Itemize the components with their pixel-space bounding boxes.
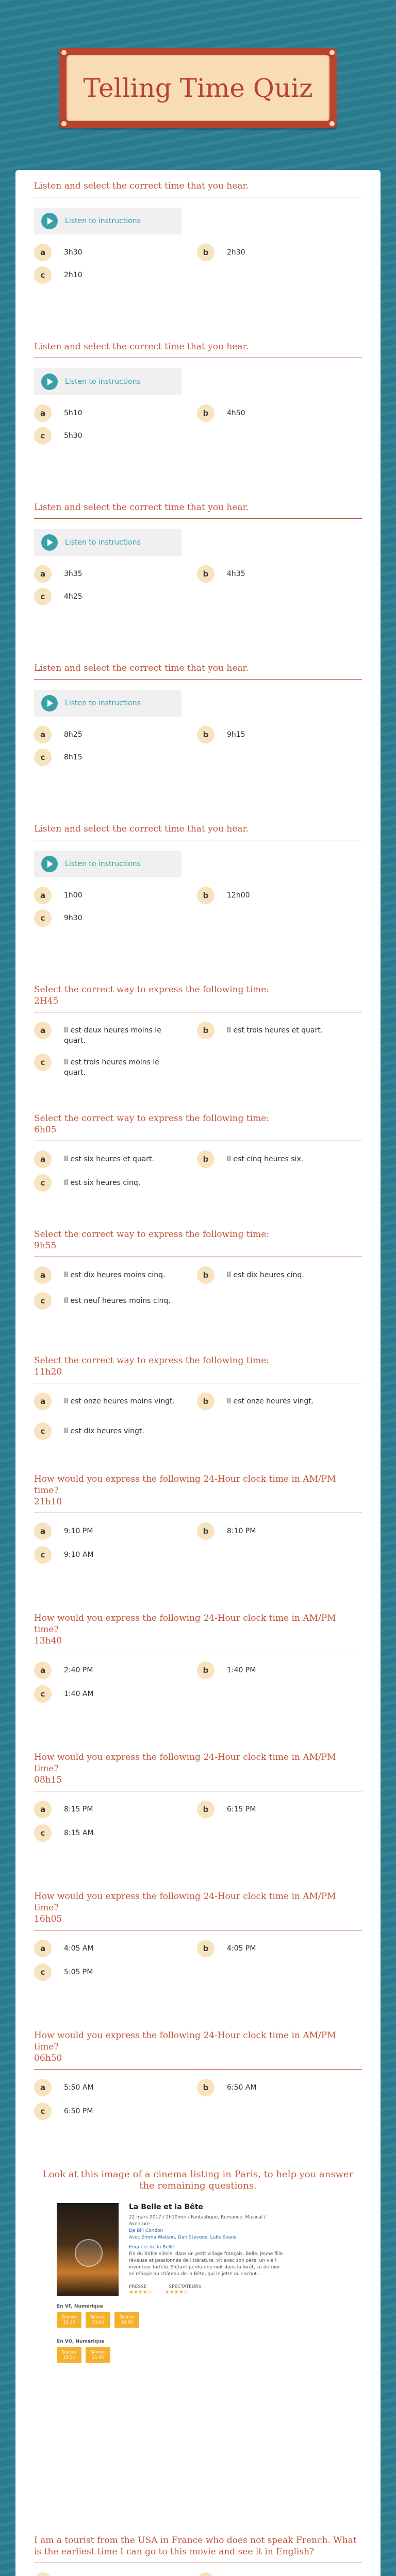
corner-dot	[329, 121, 335, 126]
option-text: Il est deux heures moins le quart.	[64, 1026, 161, 1045]
option-letter: b	[197, 404, 214, 422]
option-letter: b	[197, 1022, 214, 1039]
option-letter: a	[34, 1522, 52, 1540]
spectators-label: SPECTATEURS	[169, 2284, 202, 2290]
option-b[interactable]	[197, 887, 352, 904]
session-vf: En VF, Numérique	[57, 2304, 103, 2309]
option-letter: b	[197, 565, 214, 583]
option-text: 5:50 AM	[64, 2083, 94, 2092]
option-text: Il est dix heures cinq.	[227, 1271, 304, 1279]
play-icon[interactable]	[41, 856, 58, 872]
option-text: Il est trois heures et quart.	[227, 1026, 323, 1035]
option-letter: a	[34, 1393, 52, 1410]
question-2	[34, 341, 362, 451]
option-letter: b	[197, 1940, 214, 1957]
option-text: 9h15	[227, 731, 245, 739]
option-c[interactable]	[34, 1546, 189, 1564]
option-text: Il est onze heures vingt.	[227, 1397, 314, 1405]
cinema-intro-text: Look at this image of a cinema listing in Paris, to help you answer the remaining questions.	[42, 2169, 354, 2191]
options	[34, 2079, 362, 2125]
showtime-button[interactable]: Séance 13:00	[86, 2312, 110, 2328]
session-vo: En VO, Numérique	[57, 2339, 105, 2344]
option-a[interactable]	[34, 1266, 189, 1284]
option-b[interactable]	[197, 1266, 352, 1284]
movie-director: De Bill Condon	[129, 2228, 163, 2233]
audio-label: Listen to instructions	[65, 538, 141, 547]
corner-dot	[61, 121, 67, 126]
question-title: Select the correct way to express the following time: 6h05	[34, 1113, 362, 1141]
option-text: Il est onze heures moins vingt.	[64, 1397, 175, 1405]
options	[34, 726, 362, 772]
option-b[interactable]	[197, 404, 352, 422]
options	[34, 1393, 362, 1449]
option-a[interactable]	[34, 1662, 189, 1679]
option-letter: c	[34, 266, 52, 284]
options	[34, 1522, 362, 1569]
question-title: Select the correct way to express the following time: 11h20	[34, 1355, 362, 1383]
question-13	[34, 1891, 362, 1986]
options	[34, 244, 362, 290]
option-letter	[197, 2572, 214, 2576]
option-letter: a	[34, 1266, 52, 1284]
options	[34, 1022, 362, 1083]
option-a[interactable]	[34, 1022, 189, 1046]
option-b[interactable]	[197, 565, 352, 583]
question-8	[34, 1229, 362, 1328]
option-c[interactable]	[34, 266, 189, 284]
option-b[interactable]	[197, 1662, 352, 1679]
audio-player[interactable]	[34, 208, 182, 234]
option-text: 6:15 PM	[227, 1805, 256, 1814]
question-title: Listen and select the correct time that you hear.	[34, 180, 362, 197]
option-letter: c	[34, 427, 52, 445]
option-letter	[34, 2572, 52, 2576]
movie-poster	[57, 2203, 119, 2296]
question-6	[34, 984, 362, 1083]
audio-player[interactable]	[34, 368, 182, 395]
option-text: 8:15 PM	[64, 1805, 93, 1814]
corner-dot	[329, 50, 335, 55]
question-title: How would you express the following 24-Hour clock time in AM/PM time? 13h40	[34, 1613, 362, 1652]
options	[34, 1801, 362, 1847]
option-a[interactable]	[34, 1150, 189, 1168]
showtime-button[interactable]: Séance 18:15	[57, 2347, 81, 2363]
option-a[interactable]	[34, 1801, 189, 1818]
option-text: 8:15 AM	[64, 1829, 94, 1837]
option-text: 5:05 PM	[64, 1968, 93, 1976]
option-text: Il est six heures et quart.	[64, 1155, 154, 1163]
option-a[interactable]	[34, 404, 189, 422]
question-11	[34, 1613, 362, 1708]
option-text: 1h00	[64, 891, 82, 900]
option-letter: a	[34, 1801, 52, 1818]
option-text	[64, 2572, 183, 2576]
ratings	[129, 2284, 201, 2295]
option-text: 5h10	[64, 409, 82, 417]
play-icon[interactable]	[41, 374, 58, 390]
movie-title: La Belle et la Bête	[129, 2203, 203, 2211]
option-a[interactable]	[34, 244, 189, 261]
option-letter: c	[34, 1054, 52, 1071]
option-text: 3h35	[64, 570, 82, 578]
option-c[interactable]	[34, 427, 189, 445]
option-letter: b	[197, 1801, 214, 1818]
audio-player[interactable]	[34, 529, 182, 556]
title-plaque	[59, 48, 337, 128]
option-letter: c	[34, 1292, 52, 1310]
option-text: 2h10	[64, 271, 82, 279]
corner-dot	[61, 50, 67, 55]
play-icon[interactable]	[41, 534, 58, 551]
option-letter: b	[197, 1662, 214, 1679]
option-letter: a	[34, 2079, 52, 2096]
options	[34, 404, 362, 451]
options	[34, 1150, 362, 1202]
audio-label: Listen to instructions	[65, 378, 141, 386]
question-title: How would you express the following 24-Hour clock time in AM/PM time? 21h10	[34, 1473, 362, 1513]
option-c[interactable]	[34, 1054, 189, 1078]
option-letter: a	[34, 1940, 52, 1957]
option-letter: b	[197, 1393, 214, 1410]
option-letter: c	[34, 588, 52, 605]
option-text: Il est neuf heures moins cinq.	[64, 1297, 171, 1305]
option-b[interactable]	[197, 2572, 352, 2576]
option-letter: c	[34, 1422, 52, 1440]
movie-info	[129, 2203, 284, 2278]
option-a[interactable]	[34, 1393, 189, 1410]
option-b[interactable]	[197, 1150, 352, 1168]
option-a[interactable]	[34, 726, 189, 743]
option-text: 1:40 PM	[227, 1666, 256, 1674]
title-inner	[67, 55, 329, 121]
question-1	[34, 180, 362, 290]
option-letter: a	[34, 1150, 52, 1168]
option-letter: b	[197, 887, 214, 904]
option-b[interactable]	[197, 1393, 352, 1410]
option-letter: a	[34, 565, 52, 583]
header	[0, 0, 396, 170]
play-icon[interactable]	[41, 213, 58, 229]
option-letter: b	[197, 726, 214, 743]
option-text: Il est dix heures vingt.	[64, 1427, 144, 1435]
option-text	[227, 2572, 345, 2576]
movie-cast: Avec Emma Watson, Dan Stevens, Luke Evans	[129, 2235, 237, 2240]
option-c[interactable]	[34, 1963, 189, 1981]
option-b[interactable]	[197, 1022, 352, 1039]
option-b[interactable]	[197, 726, 352, 743]
option-text: 4h50	[227, 409, 245, 417]
option-c[interactable]	[34, 909, 189, 927]
option-c[interactable]	[34, 1685, 189, 1703]
press-label: PRESSE	[129, 2284, 147, 2290]
option-letter: a	[34, 244, 52, 261]
option-letter: c	[34, 2103, 52, 2120]
audio-player[interactable]	[34, 690, 182, 717]
option-letter: b	[197, 1266, 214, 1284]
question-title: Listen and select the correct time that you hear.	[34, 663, 362, 680]
option-b[interactable]	[197, 2079, 352, 2096]
question-title: How would you express the following 24-Hour clock time in AM/PM time? 08h15	[34, 1752, 362, 1791]
option-text: 4:05 PM	[227, 1944, 256, 1953]
option-text: 6:50 AM	[227, 2083, 257, 2092]
option-letter: a	[34, 1022, 52, 1039]
showtime-button[interactable]: Séance 21:45	[86, 2347, 110, 2363]
question-10	[34, 1473, 362, 1569]
audio-label: Listen to instructions	[65, 699, 141, 707]
option-a[interactable]	[34, 2079, 189, 2096]
option-text: 4:05 AM	[64, 1944, 94, 1953]
option-letter: b	[197, 2079, 214, 2096]
option-text: 5h30	[64, 432, 82, 440]
option-text: 4h25	[64, 592, 82, 601]
option-letter: b	[197, 244, 214, 261]
movie-subheading: Enquête de la Belle	[129, 2245, 174, 2250]
option-text: 3h30	[64, 248, 82, 257]
question-5	[34, 823, 362, 933]
question-3	[34, 502, 362, 612]
movie-meta: 22 mars 2017 / 2h10min / Fantastique, Romance, Musical / Aventure	[129, 2215, 266, 2227]
option-text: 8h15	[64, 753, 82, 761]
option-text: 9:10 AM	[64, 1551, 94, 1559]
audio-player[interactable]	[34, 851, 182, 877]
question-title: Listen and select the correct time that you hear.	[34, 823, 362, 840]
option-letter: c	[34, 1546, 52, 1564]
option-letter: c	[34, 1824, 52, 1842]
audio-label: Listen to instructions	[65, 217, 141, 225]
option-b[interactable]	[197, 1801, 352, 1818]
option-text: Il est six heures cinq.	[64, 1179, 141, 1187]
question-title: How would you express the following 24-Hour clock time in AM/PM time? 16h05	[34, 1891, 362, 1930]
options	[34, 1266, 362, 1328]
showtime-button[interactable]: Séance 19:50	[114, 2312, 139, 2328]
question-title: How would you express the following 24-Hour clock time in AM/PM time? 06h50	[34, 2030, 362, 2070]
options	[34, 2572, 362, 2576]
option-text: 9h30	[64, 914, 82, 922]
question-14	[34, 2030, 362, 2125]
quiz-card	[15, 170, 381, 2576]
spectator-stars-icon: ★★★★☆	[164, 2290, 188, 2295]
question-title: Listen and select the correct time that you hear.	[34, 502, 362, 519]
option-a[interactable]	[34, 565, 189, 583]
option-letter: b	[197, 1150, 214, 1168]
options	[34, 887, 362, 933]
option-c[interactable]	[34, 588, 189, 605]
option-a[interactable]	[34, 1522, 189, 1540]
option-c[interactable]	[34, 749, 189, 766]
question-title: I am a tourist from the USA in France who does not speak French. What is the earliest time I can go to this movie and see it in English?	[34, 2535, 362, 2563]
page-title: Telling Time Quiz	[83, 73, 313, 103]
option-text: 6:50 PM	[64, 2107, 93, 2115]
question-title: Listen and select the correct time that you hear.	[34, 341, 362, 358]
press-stars-icon: ★★★★☆	[129, 2290, 152, 2295]
option-b[interactable]	[197, 1522, 352, 1540]
option-text: Il est dix heures moins cinq.	[64, 1271, 166, 1279]
option-text: 8:10 PM	[227, 1527, 256, 1535]
cinema-question-1	[34, 2535, 362, 2576]
option-letter: c	[34, 1174, 52, 1192]
option-c[interactable]	[34, 1422, 189, 1440]
options	[34, 1662, 362, 1708]
option-letter: a	[34, 726, 52, 743]
option-text: 2:40 PM	[64, 1666, 93, 1674]
play-icon	[75, 2239, 103, 2267]
option-text: 2h30	[227, 248, 245, 257]
option-b[interactable]	[197, 1940, 352, 1957]
option-text: 12h00	[227, 891, 250, 900]
option-c[interactable]	[34, 1174, 189, 1192]
option-text: 9:10 PM	[64, 1527, 93, 1535]
option-letter: c	[34, 1963, 52, 1981]
question-7	[34, 1113, 362, 1202]
option-a[interactable]	[34, 887, 189, 904]
question-12	[34, 1752, 362, 1847]
option-b[interactable]	[197, 244, 352, 261]
option-c[interactable]	[34, 2103, 189, 2120]
cinema-intro	[34, 2169, 362, 2197]
options	[34, 565, 362, 612]
option-letter: a	[34, 887, 52, 904]
option-text: 1:40 AM	[64, 1690, 94, 1698]
option-text: Il est cinq heures six.	[227, 1155, 304, 1163]
option-text: 8h25	[64, 731, 82, 739]
option-letter: a	[34, 1662, 52, 1679]
question-9	[34, 1355, 362, 1449]
option-a[interactable]	[34, 1940, 189, 1957]
showtime-button[interactable]: Séance 10:15	[57, 2312, 81, 2328]
option-letter: c	[34, 909, 52, 927]
audio-label: Listen to instructions	[65, 860, 141, 868]
option-letter: c	[34, 1685, 52, 1703]
option-letter: c	[34, 749, 52, 766]
play-icon[interactable]	[41, 695, 58, 711]
options	[34, 1940, 362, 1986]
option-letter: b	[197, 1522, 214, 1540]
question-title: Select the correct way to express the following time: 9h55	[34, 1229, 362, 1257]
option-letter: a	[34, 404, 52, 422]
question-4	[34, 663, 362, 772]
movie-synopsis: Fin du XVIIIe siècle, dans un petit village français. Belle, jeune fille rêveuse et passionnée de littérature, vit avec son père, un vieil inventeur farfelu. S'étant perdu une nuit dans la forêt, ce dernier se réfugie au château de la Bête, qui le jette au cachot...	[129, 2251, 283, 2277]
option-text: 4h35	[227, 570, 245, 578]
cinema-listing-image	[57, 2203, 284, 2414]
question-title: Select the correct way to express the following time: 2H45	[34, 984, 362, 1012]
option-text: Il est trois heures moins le quart.	[64, 1058, 159, 1077]
option-a[interactable]	[34, 2572, 189, 2576]
option-c[interactable]	[34, 1824, 189, 1842]
option-c[interactable]	[34, 1292, 189, 1310]
